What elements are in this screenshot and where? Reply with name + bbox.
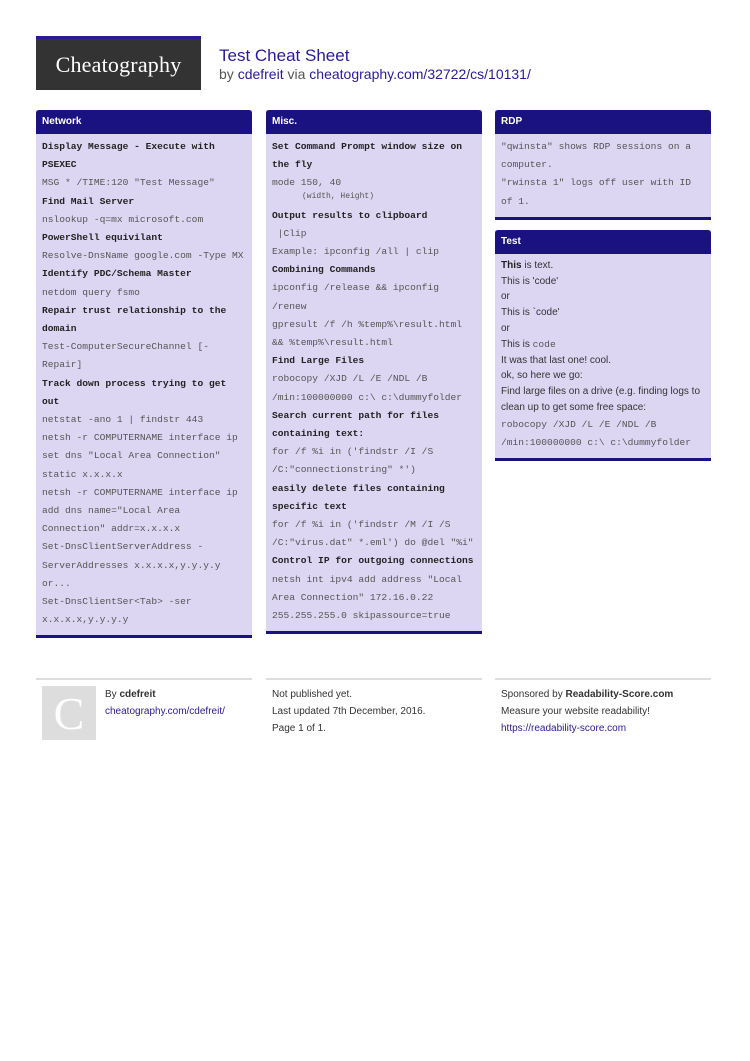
- text-line-small: (width, Height): [302, 191, 375, 201]
- text-line: for /f %i in ('findstr /I /S /C:"connectionstring" *'): [272, 446, 439, 476]
- section-network: [36, 110, 252, 638]
- text-line: gpresult /f /h %temp%\result.html && %temp%\result.html: [272, 318, 468, 349]
- page-title: Test Cheat Sheet: [219, 46, 350, 65]
- text-line: |Clip: [272, 227, 307, 239]
- text-line: netstat -ano 1 | findstr 443: [42, 414, 204, 426]
- text-line: PowerShell equivilant: [42, 232, 163, 244]
- text-line: for /f %i in ('findstr /M /I /S /C:"virus.dat" *.eml') do @del "%i": [272, 519, 474, 549]
- text-line: This is `code': [501, 307, 560, 319]
- avatar-letter: C: [53, 687, 85, 739]
- footer-sponsor: [501, 686, 673, 737]
- text-line: Identify PDC/Schema Master: [42, 268, 192, 280]
- text-line: This is 'code': [501, 275, 559, 287]
- plain-text: is text.: [521, 259, 554, 271]
- author-link[interactable]: cdefreit: [237, 66, 284, 82]
- inline-code: code: [532, 338, 556, 350]
- section-body: [495, 134, 711, 217]
- footer-by: By: [105, 689, 117, 700]
- section-header: Network: [36, 110, 252, 134]
- section-body: [36, 134, 252, 635]
- author-avatar[interactable]: [42, 686, 96, 740]
- text-line: netsh -r COMPUTERNAME interface ip set dns "Local Area Connection" static x.x.x.x: [42, 432, 244, 480]
- logo-text: Cheatography: [55, 51, 182, 77]
- text-line: Output results to clipboard: [272, 209, 428, 221]
- text-line: Resolve-DnsName google.com -Type MX: [42, 250, 244, 262]
- text-line: "rwinsta 1" logs off user with ID of 1.: [501, 177, 697, 207]
- text-line: easily delete files containing specific text: [272, 482, 451, 512]
- text-line: Control IP for outgoing connections: [272, 555, 474, 567]
- text-line: or: [501, 323, 510, 334]
- text-line: or: [501, 291, 510, 303]
- footer-author-name: cdefreit: [119, 689, 156, 700]
- text-line: robocopy /XJD /L /E /NDL /B /min:100000000 c:\ c:\dummyfolder: [501, 418, 691, 448]
- text-line: [501, 337, 705, 353]
- sponsor-name: Readability-Score.com: [565, 689, 674, 700]
- text-line: netsh int ipv4 add address "Local Area Connection" 172.16.0.22 255.255.255.0 skipassource=true: [272, 573, 468, 622]
- page-number: Page 1 of 1.: [272, 723, 326, 734]
- section-header: Misc.: [266, 110, 482, 134]
- footer-divider: [266, 678, 482, 680]
- text-line: Set Command Prompt window size on the fly: [272, 141, 468, 171]
- section-rdp: [495, 110, 711, 220]
- footer-status: [272, 686, 425, 737]
- footer-author-link[interactable]: cheatography.com/cdefreit/: [105, 706, 225, 717]
- text-line: or...: [42, 577, 71, 589]
- footer-divider: [495, 678, 711, 680]
- section-test: [495, 230, 711, 461]
- text-line: Set-DnsClientServerAddress -ServerAddresses x.x.x.x,y.y.y.y: [42, 541, 221, 571]
- byline: [219, 66, 531, 82]
- sponsor-pre: Sponsored by: [501, 689, 563, 700]
- section-header: RDP: [495, 110, 711, 134]
- text-line: Find large files on a drive (e.g. finding logs to clean up to get some free space:: [501, 386, 700, 413]
- text-line: MSG * /TIME:120 "Test Message": [42, 177, 215, 189]
- text-line: Track down process trying to get out: [42, 377, 232, 407]
- text-line: netsh -r COMPUTERNAME interface ip add dns name="Local Area Connection" addr=x.x.x.x: [42, 486, 244, 535]
- text-line: [501, 258, 705, 274]
- text-line: nslookup -q=mx microsoft.com: [42, 213, 204, 225]
- sponsor-tagline: Measure your website readability!: [501, 706, 650, 717]
- text-line: Repair trust relationship to the domain: [42, 304, 232, 335]
- section-header: Test: [495, 230, 711, 254]
- text-line: "qwinsta" shows RDP sessions on a computer.: [501, 141, 697, 171]
- column-3: [495, 110, 711, 471]
- text-line: ok, so here we go:: [501, 370, 583, 382]
- text-line: It was that last one! cool.: [501, 354, 612, 366]
- text-line: Test-ComputerSecureChannel [-Repair]: [42, 341, 209, 371]
- sheet-url-link[interactable]: cheatography.com/32722/cs/10131/: [309, 66, 531, 82]
- last-updated: Last updated 7th December, 2016.: [272, 706, 426, 717]
- text-line: mode 150, 40: [272, 177, 342, 189]
- text-line: Example: ipconfig /all | clip: [272, 246, 439, 258]
- cheatography-logo[interactable]: [36, 36, 201, 90]
- text-line: Combining Commands: [272, 264, 376, 276]
- text-line: ipconfig /release && ipconfig /renew: [272, 282, 445, 312]
- sponsor-link[interactable]: https://readability-score.com: [501, 723, 627, 734]
- text-line: Display Message - Execute with PSEXEC: [42, 141, 221, 171]
- footer-divider: [36, 678, 252, 680]
- plain-text: This is: [501, 338, 533, 350]
- text-line: robocopy /XJD /L /E /NDL /B /min:100000000 c:\ c:\dummyfolder: [272, 373, 462, 403]
- footer-by-line: [105, 686, 225, 703]
- text-line: Search current path for files containing text:: [272, 409, 445, 440]
- bold-text: This: [501, 259, 522, 271]
- footer-author: [105, 686, 225, 720]
- sponsor-line: [501, 686, 673, 703]
- byline-by: by: [219, 66, 234, 82]
- published-status: Not published yet.: [272, 689, 353, 700]
- text-line: netdom query fsmo: [42, 286, 140, 298]
- column-2: [266, 110, 482, 644]
- byline-via: via: [287, 66, 306, 82]
- text-line: Set-DnsClientSer<Tab> -ser x.x.x.x,y.y.y.y: [42, 596, 198, 626]
- text-line: Find Large Files: [272, 355, 365, 367]
- section-body: [495, 254, 711, 458]
- text-line: Find Mail Server: [42, 195, 135, 207]
- column-1: [36, 110, 252, 648]
- section-body: [266, 134, 482, 631]
- section-misc: [266, 110, 482, 634]
